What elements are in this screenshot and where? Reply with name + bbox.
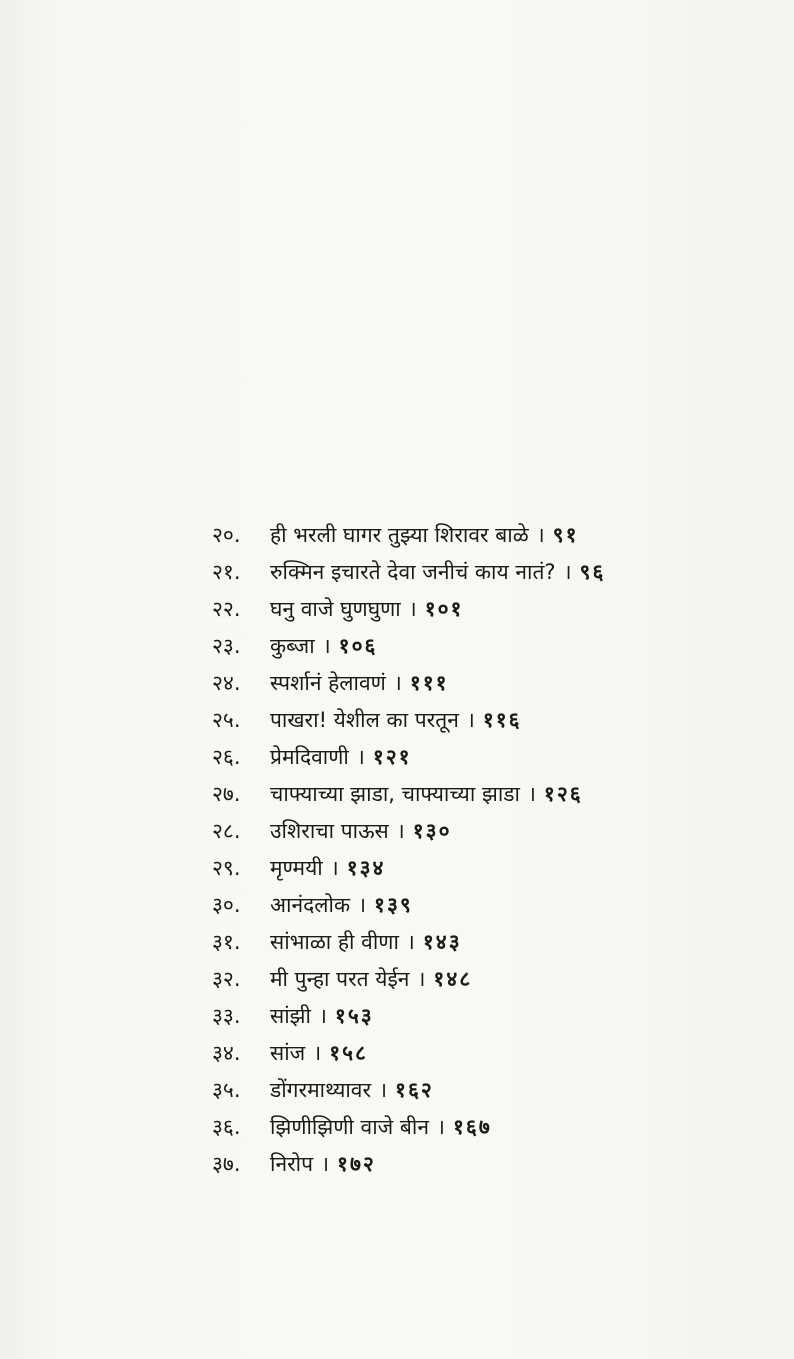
entry-separator: । (318, 1004, 327, 1028)
entry-number: ३३. (212, 1004, 241, 1028)
entry-number: ३५. (212, 1078, 241, 1102)
entry-number: २८. (212, 819, 241, 843)
entry-separator: । (330, 856, 339, 880)
entry-separator: । (563, 560, 572, 584)
entry-title: प्रेमदिवाणी (270, 745, 349, 769)
toc-entry (212, 739, 772, 776)
entry-separator: । (536, 523, 545, 547)
entry-separator: । (358, 893, 367, 917)
entry-title: डोंगरमाथ्यावर (270, 1078, 372, 1102)
toc-entry (212, 887, 772, 924)
toc-entry (212, 776, 772, 813)
toc-entry (212, 1146, 772, 1183)
entry-title: उशिराचा पाऊस (270, 819, 389, 843)
entry-page-number: १३० (412, 819, 452, 843)
toc-entry (212, 850, 772, 887)
toc-entry (212, 961, 772, 998)
entry-number: ३१. (212, 930, 241, 954)
entry-separator: । (356, 745, 365, 769)
entry-number: २३. (212, 634, 241, 658)
table-of-contents (212, 517, 772, 1183)
entry-page-number: ११६ (482, 708, 522, 732)
toc-entry (212, 1109, 772, 1146)
entry-page-number: ९१ (552, 523, 579, 547)
entry-page-number: १५३ (334, 1004, 374, 1028)
entry-separator: । (393, 671, 402, 695)
entry-page-number: १७२ (337, 1152, 376, 1176)
toc-entry (212, 554, 772, 591)
entry-number: ३२. (212, 967, 241, 991)
entry-title: सांज (270, 1041, 306, 1065)
entry-title: चाफ्याच्या झाडा, चाफ्याच्या झाडा (270, 782, 520, 806)
entry-title: सांझी (270, 1004, 311, 1028)
toc-entry (212, 628, 772, 665)
entry-title: रुक्मिन इचारते देवा जनीचं काय नातं? (270, 560, 556, 584)
entry-number: ३६. (212, 1115, 241, 1139)
entry-page-number: १३९ (374, 893, 413, 917)
entry-page-number: १०६ (338, 634, 378, 658)
entry-page-number: १६२ (395, 1078, 434, 1102)
entry-title: झिणीझिणी वाजे बीन (270, 1115, 430, 1139)
toc-entry (212, 1072, 772, 1109)
toc-entry (212, 665, 772, 702)
entry-title: कुब्जा (270, 634, 315, 658)
toc-entry (212, 998, 772, 1035)
entry-number: २४. (212, 671, 241, 695)
entry-page-number: १११ (409, 671, 449, 695)
toc-entry (212, 813, 772, 850)
entry-page-number: १३४ (346, 856, 386, 880)
entry-separator: । (437, 1115, 445, 1139)
entry-title: स्पर्शानं हेलावणं (270, 671, 386, 695)
entry-number: २७. (212, 782, 241, 806)
entry-page-number: १२६ (543, 782, 583, 806)
toc-entry (212, 702, 772, 739)
entry-number: ३४. (212, 1041, 241, 1065)
entry-number: २९. (212, 856, 241, 880)
entry-number: २२. (212, 597, 241, 621)
entry-page-number: १४३ (422, 930, 462, 954)
entry-separator: । (322, 634, 331, 658)
entry-number: ३७. (212, 1152, 241, 1176)
toc-entry (212, 517, 772, 554)
entry-separator: । (406, 930, 415, 954)
entry-separator: । (417, 967, 426, 991)
entry-title: निरोप (270, 1152, 314, 1176)
entry-separator: । (379, 1078, 388, 1102)
toc-entry (212, 1035, 772, 1072)
entry-title: मी पुन्हा परत येईन (270, 967, 410, 991)
entry-separator: । (527, 782, 536, 806)
entry-page-number: १४८ (433, 967, 473, 991)
entry-number: ३०. (212, 893, 241, 917)
entry-number: २६. (212, 745, 241, 769)
entry-page-number: १२१ (372, 745, 412, 769)
entry-title: आनंदलोक (270, 893, 351, 917)
entry-title: सांभाळा ही वीणा (270, 930, 399, 954)
entry-separator: । (408, 597, 417, 621)
entry-title: पाखरा! येशील का परतून (270, 708, 459, 732)
entry-title: घनु वाजे घुणघुणा (270, 597, 401, 621)
entry-title: ही भरली घागर तुझ्या शिरावर बाळे (270, 523, 529, 547)
entry-number: २५. (212, 708, 241, 732)
entry-page-number: १०१ (424, 597, 464, 621)
toc-entry (212, 924, 772, 961)
entry-page-number: १५८ (329, 1041, 368, 1065)
entry-title: मृण्मयी (270, 856, 323, 880)
entry-separator: । (313, 1041, 322, 1065)
entry-number: २१. (212, 560, 241, 584)
toc-entry (212, 591, 772, 628)
entry-separator: । (466, 708, 475, 732)
entry-separator: । (321, 1152, 330, 1176)
entry-page-number: १६७ (452, 1115, 492, 1139)
entry-page-number: ९६ (579, 560, 606, 584)
entry-separator: । (396, 819, 405, 843)
entry-number: २०. (212, 523, 241, 547)
